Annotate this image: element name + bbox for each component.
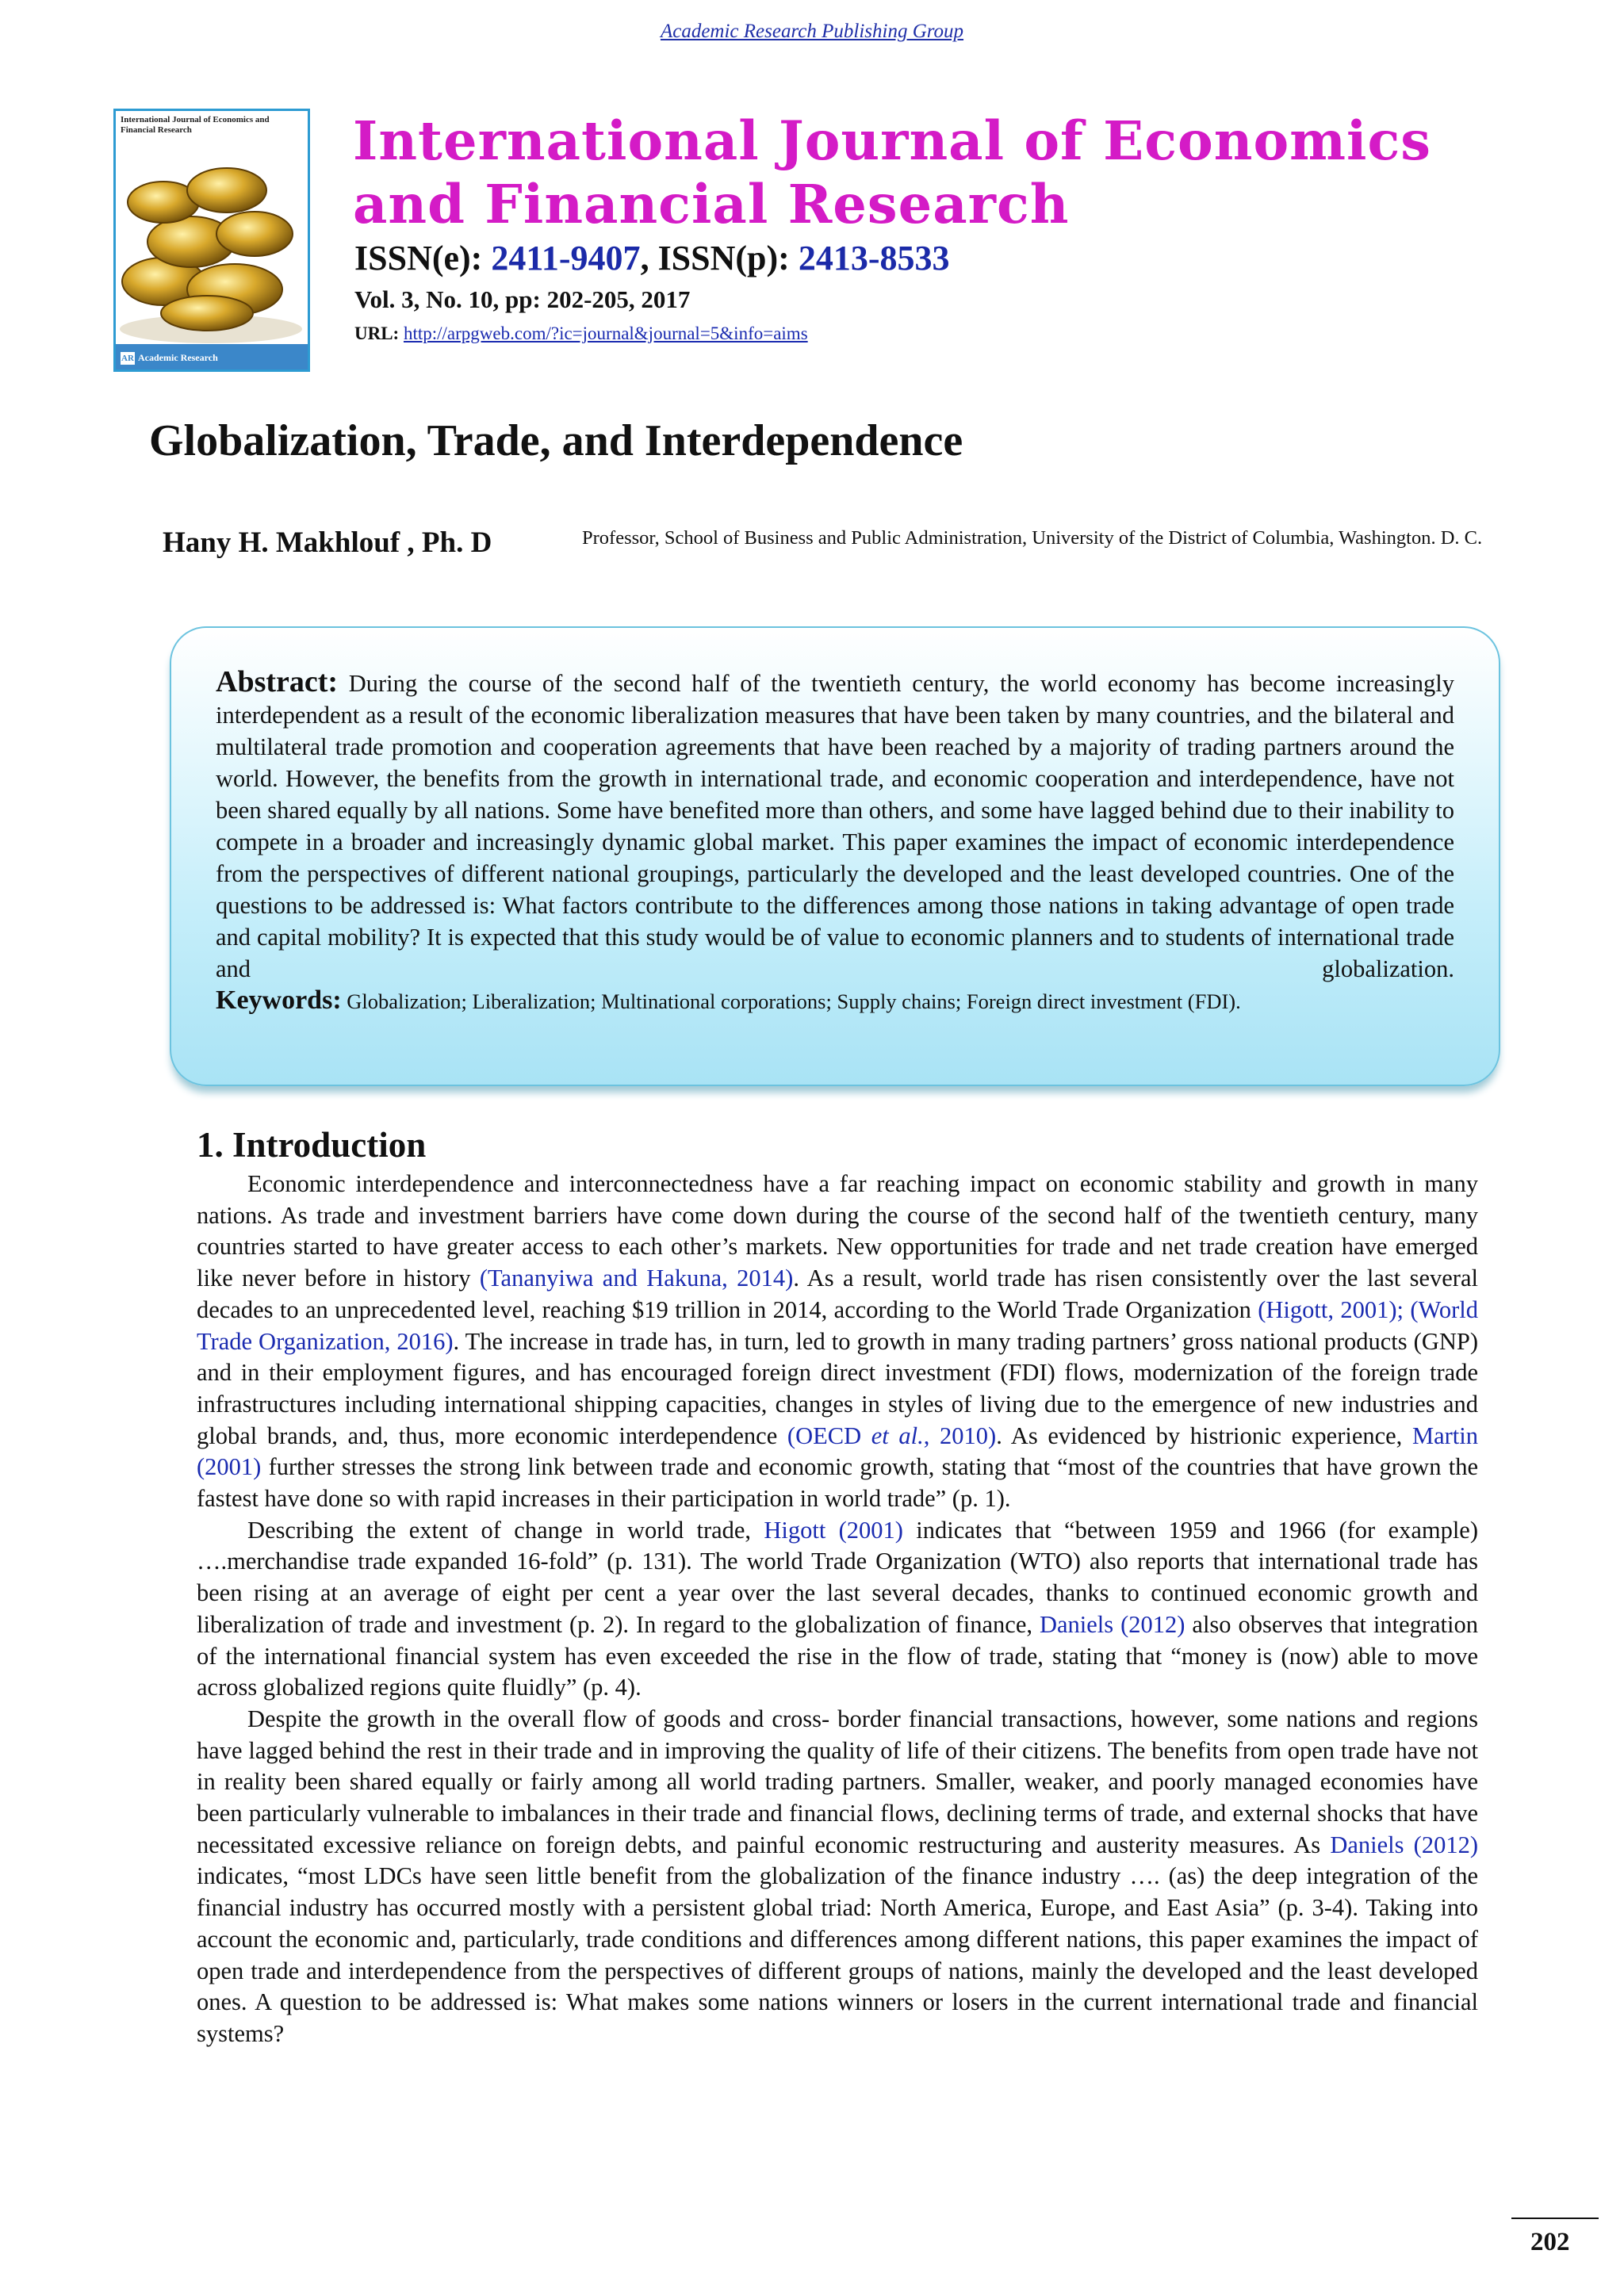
paragraph [197, 1704, 1478, 2050]
footer-rule [1511, 2218, 1599, 2219]
cover-publisher-logo [121, 352, 218, 365]
citation-link[interactable] [787, 1422, 996, 1449]
text: . As a result, world trade has risen consistently over the last several decades to an unprecedented level, reaching $19 trillion in 2014, according to the World Trade Organization [197, 1265, 1478, 1323]
text: . The increase in trade has, in turn, led to growth in many trading partners’ gross national products (GNP) and in their employment figures, and has encouraged foreign direct investment (FDI) flows, modernization of the foreign trade infrastructures including international shipping capacities, changes in styles of living due to the emergence of new industries and global brands, and, thus, more economic interdependence [197, 1327, 1478, 1449]
citation-part: , 2010) [923, 1422, 997, 1449]
citation-link[interactable]: Daniels (2012) [1330, 1831, 1478, 1858]
abstract-box [170, 626, 1500, 1086]
url-line [354, 323, 808, 344]
paper-title: Globalization, Trade, and Interdependence [149, 416, 963, 465]
introduction-body [197, 1169, 1478, 2050]
journal-cover-image [113, 109, 310, 372]
issn-e: 2411-9407 [491, 239, 641, 277]
citation-part: (OECD [787, 1422, 871, 1449]
section-heading: 1. Introduction [197, 1125, 427, 1165]
publisher-link[interactable]: Academic Research Publishing Group [660, 21, 964, 42]
abstract-text: During the course of the second half of the twentieth century, the world economy has become increasingly interdependent as a result of the economic liberalization measures that have been taken by many countries, and the bilateral and multilateral trade promotion and cooperation agreements that have been reached by a majority of trading partners around the world. However, the benefits from the growth in international trade, and economic cooperation and interdependence, have not been shared equally by all nations. Some have benefited more than others, and some have lagged behind due to their inability to compete in a broader and increasingly dynamic global market. This paper examines the impact of economic interdependence from the perspectives of different national groupings, particularly the developed and the least developed countries. One of the questions to be addressed is: What factors contribute to the differences among those nations in taking advantage of open trade and capital mobility? It is expected that this study would be of value to economic planners and to students of international trade and globalization. [216, 670, 1454, 982]
abstract-label: Abstract: [216, 665, 339, 698]
paragraph [197, 1169, 1478, 1515]
citation-link[interactable]: Higott (2001) [764, 1516, 903, 1544]
arpg-logo-icon: AR [121, 354, 134, 363]
text: further stresses the strong link between trade and economic growth, stating that “most of the countries that have grown the fastest have done so with rapid increases in their participation in world trade” (p. 1). [197, 1453, 1478, 1513]
volume-info: Vol. 3, No. 10, pp: 202-205, 2017 [354, 285, 691, 313]
text: Despite the growth in the overall flow of goods and cross- border financial transactions, however, some nations and regions have lagged behind the rest in their trade and in improving the quality of life of their citizens. The benefits from open trade have not in reality been shared equally or fairly among all world trading partners. Smaller, weaker, and poorly managed economies have been particularly vulnerable to imbalances in their trade and financial flows, declining terms of trade, and external shocks that have necessitated excessive reliance on foreign debts, and painful economic restructuring and austerity measures. As [197, 1705, 1478, 1858]
text: . As evidenced by histrionic experience, [996, 1422, 1412, 1449]
text: Describing the extent of change in world trade, [247, 1516, 764, 1544]
cover-logo-text: Academic Research [138, 351, 218, 363]
keywords-text: Globalization; Liberalization; Multinational corporations; Supply chains; Foreign direct investment (FDI). [347, 989, 1241, 1013]
text: indicates, “most LDCs have seen little benefit from the globalization of the finance industry …. (as) the deep integration of the financial industry has occurred mostly with a persistent global triad: North America, Europe, and East Asia” (p. 3-4). Taking into account the economic and, particularly, trade conditions and differences among different nations, this paper examines the impact of open trade and interdependence from the perspectives of different groups of nations, mainly the developed and the least developed ones. A question to be addressed is: What makes some nations winners or losers in the current international trade and financial systems? [197, 1862, 1478, 2047]
text: indicates that “between 1959 and 1966 (for example) ….merchandise trade expanded 16-fold” (p. 131). The world Trade Organization (WTO) also reports that international trade has been rising at an average of eight per cent a year over the last several decades, thanks to continued economic growth and liberalization of trade and investment (p. 2). In regard to the globalization of finance, [197, 1516, 1478, 1638]
journal-url-link[interactable]: http://arpgweb.com/?ic=journal&journal=5&info=aims [403, 323, 808, 343]
text: also observes that integration of the international financial system has even exceeded the rise in the flow of trade, stating that “money is (now) able to move across globalized regions quite fluidly” (p. 4). [197, 1610, 1479, 1701]
paragraph [197, 1515, 1478, 1704]
issn-p-label: , ISSN(p): [640, 239, 799, 277]
text: Economic interdependence and interconnectedness have a far reaching impact on economic stability and growth in many nations. As trade and investment barriers have come down during the course of the second half of the twentieth century, many countries started to have greater access to each other’s markets. New opportunities for trade and net trade creation have emerged like never before in history [197, 1170, 1478, 1292]
gold-coins-image [116, 143, 308, 349]
author-affiliation: Professor, School of Business and Public Administration, University of the District of Columbia, Washington. D. C. [582, 527, 1483, 549]
page-number: 202 [1530, 2228, 1570, 2256]
citation-part: et al. [871, 1422, 924, 1449]
issn-p: 2413-8533 [798, 239, 950, 277]
citation-link[interactable]: (Tananyiwa and Hakuna, 2014) [479, 1265, 794, 1292]
citation-link[interactable]: Daniels (2012) [1039, 1610, 1185, 1638]
issn-e-label: ISSN(e): [354, 239, 492, 277]
keywords [216, 985, 1454, 1017]
journal-title: International Journal of Economics and Financial Research [353, 109, 1431, 235]
abstract [216, 666, 1454, 985]
author-name: Hany H. Makhlouf , Ph. D [163, 526, 492, 559]
citation-link[interactable]: (Higott, 2001); (World Trade Organization, 2016) [197, 1295, 1479, 1355]
keywords-label: Keywords: [216, 985, 342, 1015]
url-label: URL: [354, 323, 404, 343]
cover-title: International Journal of Economics and Financial Research [121, 115, 270, 135]
issn-line [354, 238, 950, 278]
citation-link[interactable]: Martin (2001) [197, 1422, 1478, 1481]
